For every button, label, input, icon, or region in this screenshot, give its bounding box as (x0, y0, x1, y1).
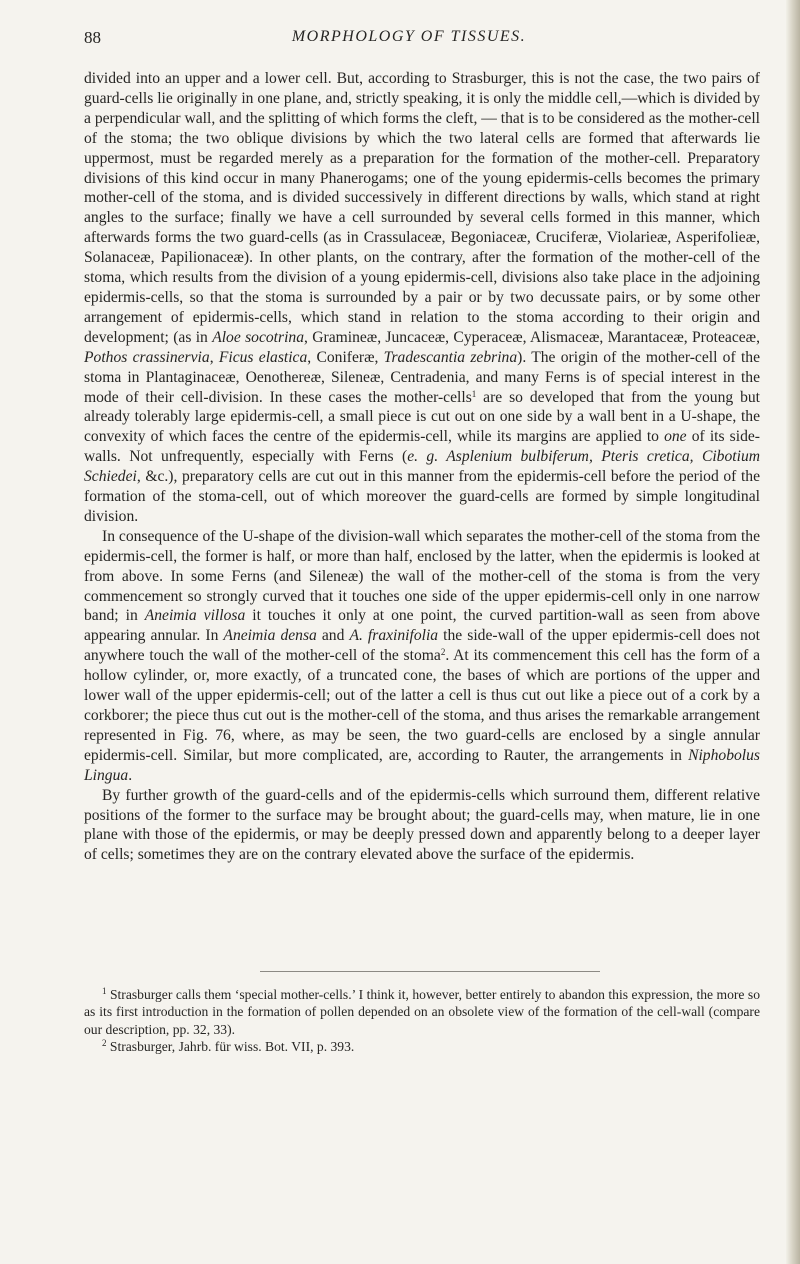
footnote-2 (84, 1038, 760, 1055)
footnote-ref: 2 (102, 1037, 107, 1048)
text-run: By further growth of the guard-cells and of the epidermis-cells which surround them, different relative positions of the former to the surface may be brought about; the guard-cells may, when mature, lie in one plane with those of the epidermis, or may be deeply pressed down and apparently belong to a deeper layer of cells; sometimes they are on the contrary elevated above the surface of the epidermis. (84, 786, 760, 864)
text-run: . At its commencement this cell has the form of a hollow cylinder, or, more exactly, of a truncated cone, the bases of which are portions of the upper and lower wall of the upper epidermis-cell; out of the latter a cell is thus cut out like a piece out of a cork by a corkborer; the piece thus cut out is the mother-cell of the stoma, and thus arises the remarkable arrangement represented in Fig. 76, where, as may be seen, the two guard-cells are enclosed by a single annular epidermis-cell. Similar, but more complicated, are, according to Rauter, the arrangements in (84, 647, 761, 764)
body-text (84, 69, 760, 865)
text-run: , (209, 348, 219, 366)
text-run: , &c.), preparatory cells are cut out in this manner from the epidermis-cell before the period of the formation of the stoma-cell, out of which moreover the guard-cells are formed by simple longitudinal division. (84, 468, 760, 525)
italic-text: e. g. Asplenium bulbiferum, Pteris cretica, Cibotium Schiedei (84, 448, 760, 486)
text-run: Strasburger, Jahrb. für wiss. Bot. VII, p. 393. (106, 1038, 355, 1054)
paragraph-1 (84, 69, 760, 527)
text-run: , Coniferæ, (307, 348, 384, 366)
footnote-rule (260, 971, 600, 972)
text-run: Strasburger calls them ‘special mother-cells.’ I think it, however, better entirely to abandon this expression, the more so as its first introduction in the formation of pollen depended on an obsolete view of the formation of the cell-wall (compare our description, pp. 32, 33). (84, 987, 760, 1037)
italic-text: Aneimia villosa (144, 607, 246, 625)
text-run: divided into an upper and a lower cell. But, according to Strasburger, this is not the case, the two pairs of guard-cells lie originally in one plane, and, strictly speaking, it is only the middle cell,—which is divided by a perpendicular wall, and the splitting of which forms the cleft, — that is to be considered as the mother-cell of the stoma; the two oblique divisions by which the two lateral cells are formed that afterwards lie uppermost, must be regarded merely as a preparation for the formation of the mother-cell. Preparatory divisions of this kind occur in many Phanerogams; one of the young epidermis-cells becomes the primary mother-cell of the stoma, and is divided successively in different directions by walls, which stand at right angles to the surface; finally we have a cell surrounded by several cells formed in this manner, which afterwards forms the two guard-cells (as in Crassulaceæ, Begoniaceæ, Cruciferæ, Violarieæ, Asperifolieæ, Solanaceæ, Papilionaceæ). In other plants, on the contrary, after the formation of the mother-cell of the stoma, which results from the division of a young epidermis-cell, divisions also take place in the adjoining epidermis-cells, so that the stoma is surrounded by a pair or by two decussate pairs, or by some other arrangement of epidermis-cells, which stand in relation to the stoma according to their origin and development; (as in (84, 70, 760, 346)
text-run: and (316, 627, 350, 645)
text-run: the side-wall of the upper epidermis-cell does not anywhere touch the wall of the mother-cell of the stoma (84, 627, 760, 665)
text-run: . (128, 766, 133, 784)
text-run: In consequence of the U-shape of the division-wall which separates the mother-cell of the stoma from the epidermis-cell, the former is half, or more than half, enclosed by the latter, when the epidermis is looked at from above. In some Ferns (and Sileneæ) the wall of the mother-cell of the stoma is from the very commencement so strongly curved that it touches one side of the upper epidermis-cell only in one narrow band; in (84, 527, 760, 625)
text-run: of its side-walls. Not unfrequently, especially with Ferns ( (84, 428, 760, 466)
italic-text: Pothos crassinervia (84, 348, 210, 366)
italic-text: Niphobolus Lingua (84, 746, 760, 784)
paragraph-3 (84, 786, 760, 866)
footnote-ref: 2 (440, 647, 446, 658)
italic-text: Tradescantia zebrina (383, 348, 518, 366)
footnotes (84, 986, 760, 1055)
text-run: , Gramineæ, Juncaceæ, Cyperaceæ, Alismaceæ, Marantaceæ, Proteaceæ, (304, 328, 760, 346)
footnote-ref: 1 (471, 388, 477, 399)
italic-text: Ficus elastica (218, 348, 308, 366)
page-number: 88 (84, 28, 101, 47)
footnote-ref: 1 (102, 986, 107, 996)
text-run: are so developed that from the young but already tolerably large epidermis-cell, a small piece is cut out on one side by a wall bent in a U-shape, the convexity of which faces the centre of the epidermis-cell, while its margins are applied to (84, 388, 760, 446)
italic-text: Aloe socotrina (212, 328, 305, 346)
page-header (84, 28, 734, 52)
italic-text: one (664, 428, 687, 446)
page-edge-shadow (786, 0, 800, 1264)
text-run: ). The origin of the mother-cell of the stoma in Plantaginaceæ, Oenothereæ, Sileneæ, Centradenia, and many Ferns is of special interest in the mode of their cell-division. In these cases the mother-cells (84, 348, 760, 406)
italic-text: Aneimia densa (223, 627, 317, 645)
footnote-1 (84, 986, 760, 1038)
italic-text: A. fraxinifolia (349, 627, 439, 645)
paragraph-2 (84, 527, 760, 786)
running-title: MORPHOLOGY OF TISSUES. (291, 28, 527, 45)
text-run: it touches it only at one point, the curved partition-wall as seen from above appearing annular. In (84, 607, 760, 645)
